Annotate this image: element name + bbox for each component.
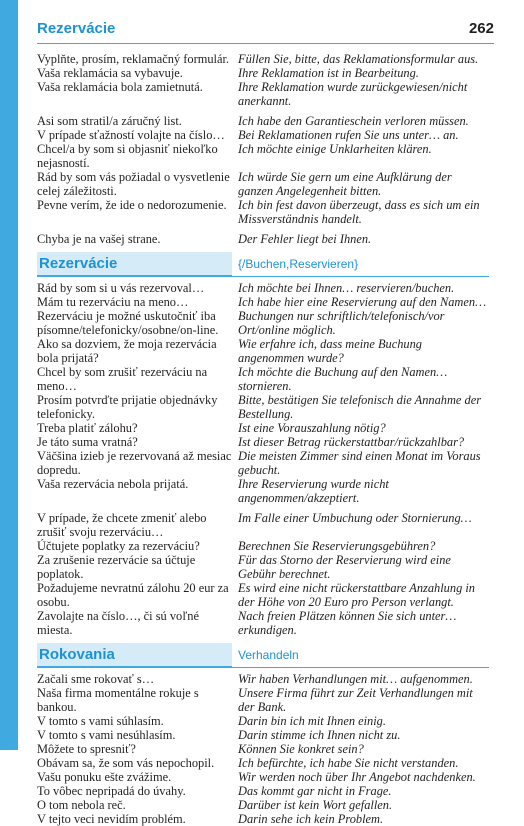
slovak-phrase: V tomto s vami súhlasím. (37, 714, 164, 728)
german-translation: Können Sie konkret sein? (238, 742, 364, 756)
slovak-phrase: Zavolajte na číslo…, či sú voľné miesta. (37, 609, 199, 637)
slovak-phrase: Naša firma momentálne rokuje s bankou. (37, 686, 199, 714)
german-translation: Ich habe hier eine Reservierung auf den Namen… (238, 295, 487, 309)
german-translation: Darin stimme ich Ihnen nicht zu. (238, 728, 401, 742)
german-translation: Bitte, bestätigen Sie telefonisch die Annahme der Bestellung. (238, 393, 482, 421)
phrase-row (37, 742, 489, 756)
slovak-phrase: Rád by som vás požiadal o vysvetlenie celej záležitosti. (37, 170, 230, 198)
page-number: 262 (468, 20, 494, 37)
german-translation: Ich möchte die Buchung auf den Namen… stornieren. (238, 365, 448, 393)
german-translation: Darin bin ich mit Ihnen einig. (238, 714, 386, 728)
slovak-phrase: Chcel/a by som si objasniť niekoľko nejasností. (37, 142, 218, 170)
german-translation: Darüber ist kein Wort gefallen. (238, 798, 393, 812)
slovak-phrase: Ako sa dozviem, že moja rezervácia bola prijatá? (37, 337, 217, 365)
page-header (37, 18, 494, 44)
german-translation: Ich möchte einige Unklarheiten klären. (238, 142, 432, 156)
german-translation: Ihre Reservierung wurde nicht angenommen/akzeptiert. (238, 477, 389, 505)
slovak-phrase: Vašu ponuku ešte zvážime. (37, 770, 172, 784)
slovak-phrase: V tomto s vami nesúhlasím. (37, 728, 176, 742)
german-translation: Ich bin fest davon überzeugt, dass es sich um ein Missverständnis handelt. (238, 198, 480, 226)
phrase-row (37, 309, 489, 337)
phrase-row (37, 421, 489, 435)
phrasebook-content (37, 52, 489, 826)
phrase-row (37, 686, 489, 714)
phrase-row (37, 365, 489, 393)
phrase-row (37, 337, 489, 365)
phrase-row (37, 770, 489, 784)
phrase-row (37, 784, 489, 798)
slovak-phrase: Vaša reklamácia bola zamietnutá. (37, 80, 203, 94)
slovak-phrase: Obávam sa, že som vás nepochopil. (37, 756, 215, 770)
german-translation: Ihre Reklamation ist in Bearbeitung. (238, 66, 419, 80)
phrase-row (37, 539, 489, 553)
section-list (37, 252, 489, 826)
phrase-row (37, 581, 489, 609)
phrase-row (37, 435, 489, 449)
german-translation: Wie erfahre ich, dass meine Buchung angenommen wurde? (238, 337, 422, 365)
german-translation: Wir haben Verhandlungen mit… aufgenommen. (238, 672, 473, 686)
slovak-phrase: Môžete to spresniť? (37, 742, 136, 756)
phrase-row (37, 142, 489, 170)
german-translation: Im Falle einer Umbuchung oder Stornierung… (238, 511, 472, 525)
slovak-phrase: Začali sme rokovať s… (37, 672, 155, 686)
slovak-phrase: Vaša rezervácia nebola prijatá. (37, 477, 189, 491)
section-heading (37, 643, 489, 668)
phrase-row (37, 798, 489, 812)
german-translation: Für das Storno der Reservierung wird eine Gebühr berechnet. (238, 553, 451, 581)
slovak-phrase: To vôbec nepripadá do úvahy. (37, 784, 186, 798)
phrase-row (37, 114, 489, 128)
section-phrase-list (37, 281, 489, 637)
german-translation: Ist eine Vorauszahlung nötig? (238, 421, 386, 435)
phrase-row (37, 281, 489, 295)
slovak-phrase: Asi som stratil/a záručný list. (37, 114, 182, 128)
chapter-title: Rezervácie (37, 20, 116, 37)
section-phrase-list (37, 672, 489, 826)
phrase-row (37, 511, 489, 539)
phrase-row (37, 449, 489, 477)
slovak-phrase: Väčšina izieb je rezervovaná až mesiac dopredu. (37, 449, 232, 477)
german-translation: Ich befürchte, ich habe Sie nicht verstanden. (238, 756, 459, 770)
slovak-phrase: Treba platiť zálohu? (37, 421, 138, 435)
phrase-row (37, 128, 489, 142)
german-translation: Darin sehe ich kein Problem. (238, 812, 384, 826)
slovak-phrase: Chyba je na vašej strane. (37, 232, 161, 246)
phrase-row (37, 295, 489, 309)
slovak-phrase: O tom nebola reč. (37, 798, 126, 812)
german-translation: Nach freien Plätzen können Sie sich unter… erkundigen. (238, 609, 457, 637)
phrase-row (37, 553, 489, 581)
slovak-phrase: Je táto suma vratná? (37, 435, 138, 449)
slovak-phrase: Požadujeme nevratnú zálohu 20 eur za osobu. (37, 581, 229, 609)
section-subtitle: Verhandeln (238, 648, 299, 662)
phrase-row (37, 66, 489, 80)
german-translation: Ist dieser Betrag rückerstattbar/rückzahlbar? (238, 435, 465, 449)
phrase-row (37, 232, 489, 246)
section-subtitle: {/Buchen,Reservieren} (238, 257, 359, 271)
german-translation: Füllen Sie, bitte, das Reklamationsformular aus. (238, 52, 479, 66)
phrase-row (37, 170, 489, 198)
slovak-phrase: Vyplňte, prosím, reklamačný formulár. (37, 52, 230, 66)
german-translation: Berechnen Sie Reservierungsgebühren? (238, 539, 436, 553)
section-title: Rokovania (37, 643, 232, 667)
german-translation: Ihre Reklamation wurde zurückgewiesen/nicht anerkannt. (238, 80, 468, 108)
german-translation: Buchungen nur schriftlich/telefonisch/vor Ort/online möglich. (238, 309, 445, 337)
slovak-phrase: Rezerváciu je možné uskutočniť iba písomne/telefonicky/osobne/on-line. (37, 309, 219, 337)
german-translation: Die meisten Zimmer sind einen Monat im Voraus gebucht. (238, 449, 481, 477)
german-translation: Wir werden noch über Ihr Angebot nachdenken. (238, 770, 476, 784)
slovak-phrase: V tejto veci nevidím problém. (37, 812, 186, 826)
header-rule (37, 43, 494, 44)
slovak-phrase: Mám tu rezerváciu na meno… (37, 295, 189, 309)
slovak-phrase: Prosím potvrďte prijatie objednávky telefonicky. (37, 393, 218, 421)
german-translation: Es wird eine nicht rückerstattbare Anzahlung in der Höhe von 20 Euro pro Person verlangt. (238, 581, 476, 609)
slovak-phrase: V prípade, že chcete zmeniť alebo zrušiť svoju rezerváciu… (37, 511, 207, 539)
german-translation: Ich möchte bei Ihnen… reservieren/buchen. (238, 281, 455, 295)
phrase-row (37, 477, 489, 505)
slovak-phrase: Chcel by som zrušiť rezerváciu na meno… (37, 365, 208, 393)
german-translation: Der Fehler liegt bei Ihnen. (238, 232, 372, 246)
phrase-row (37, 812, 489, 826)
german-translation: Unsere Firma führt zur Zeit Verhandlungen mit der Bank. (238, 686, 473, 714)
phrase-row (37, 728, 489, 742)
slovak-phrase: Za zrušenie rezervácie sa účtuje poplatok. (37, 553, 196, 581)
phrase-row (37, 393, 489, 421)
german-translation: Ich würde Sie gern um eine Aufklärung der ganzen Angelegenheit bitten. (238, 170, 452, 198)
slovak-phrase: V prípade sťažností volajte na číslo… (37, 128, 225, 142)
german-translation: Das kommt gar nicht in Frage. (238, 784, 392, 798)
slovak-phrase: Vaša reklamácia sa vybavuje. (37, 66, 183, 80)
phrase-row (37, 80, 489, 108)
phrase-row (37, 52, 489, 66)
section-heading (37, 252, 489, 277)
german-translation: Ich habe den Garantieschein verloren müssen. (238, 114, 469, 128)
section-title: Rezervácie (37, 252, 232, 276)
intro-phrase-list (37, 52, 489, 246)
slovak-phrase: Pevne verím, že ide o nedorozumenie. (37, 198, 227, 212)
phrase-row (37, 714, 489, 728)
slovak-phrase: Účtujete poplatky za rezerváciu? (37, 539, 200, 553)
german-translation: Bei Reklamationen rufen Sie uns unter… an. (238, 128, 459, 142)
slovak-phrase: Rád by som si u vás rezervoval… (37, 281, 205, 295)
side-color-bar (0, 0, 18, 750)
phrase-row (37, 609, 489, 637)
phrase-row (37, 756, 489, 770)
phrase-row (37, 672, 489, 686)
phrase-row (37, 198, 489, 226)
